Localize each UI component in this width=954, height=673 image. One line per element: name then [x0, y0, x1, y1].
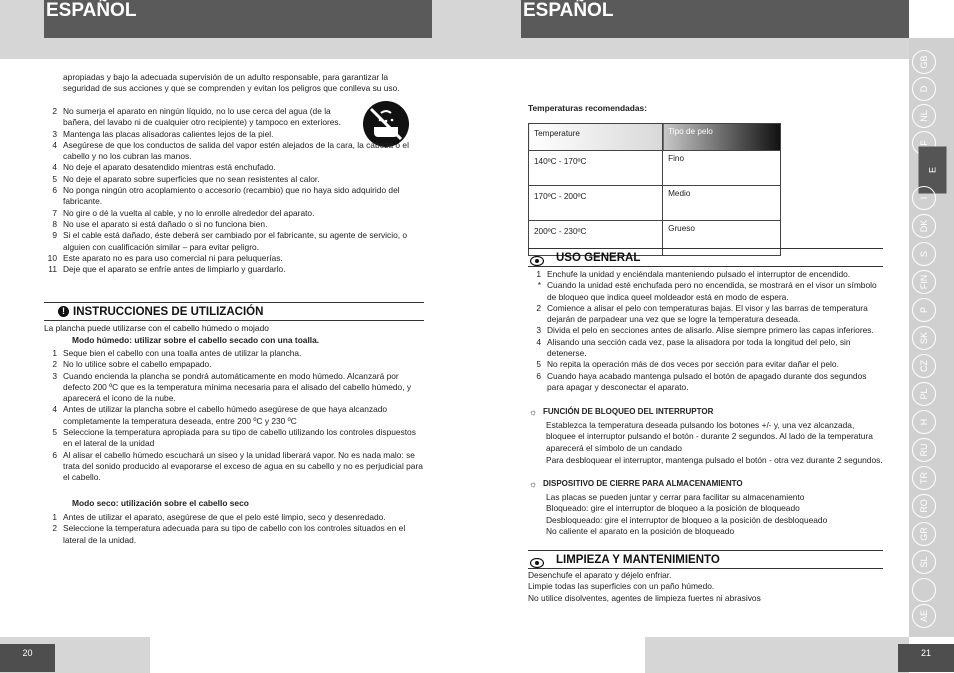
list-item — [528, 371, 883, 394]
list-item-number: 9 — [52, 230, 57, 241]
language-tab-gb[interactable]: GB — [912, 50, 936, 74]
list-item-text: Si el cable está dañado, éste deberá ser cambiado por el fabricante, su agente de servicio, o alguien con cualificación similar – para evitar peligro. — [63, 230, 408, 252]
list-item-text: No lo utilice sobre el cabello empapado. — [63, 359, 212, 370]
table-row — [529, 186, 781, 221]
list-item-number: 3 — [536, 325, 541, 336]
list-item — [44, 512, 424, 523]
list-item-text: Divida el pelo en secciones antes de alisarlo. Alise siempre primero las capas inferiores. — [547, 325, 874, 336]
list-item-number: 6 — [536, 370, 541, 381]
language-tab-gr[interactable]: GR — [912, 522, 936, 546]
list-item-number: 2 — [52, 106, 57, 116]
list-item-number: 4 — [52, 404, 57, 415]
table-header-temperature: Temperature — [529, 124, 663, 151]
list-item-text: No deje el aparato sobre superficies que no sean resistentes al calor. — [63, 173, 320, 184]
right-header: ESPAÑOL — [521, 0, 909, 38]
temperature-table — [528, 123, 781, 256]
dry-list — [44, 512, 424, 546]
list-item — [44, 348, 424, 359]
language-tab-ae[interactable]: AE — [912, 604, 936, 628]
list-item — [528, 269, 883, 280]
list-item-number: 2 — [52, 359, 57, 370]
language-tab-d[interactable]: D — [912, 77, 936, 101]
general-list — [528, 269, 883, 393]
list-item — [44, 129, 434, 140]
language-tab-sl[interactable]: SL — [912, 550, 936, 574]
table-cell: Grueso — [663, 221, 781, 256]
language-tab-p[interactable]: P — [912, 298, 936, 322]
language-tab-f[interactable]: F — [912, 131, 936, 155]
wet-list — [44, 348, 424, 484]
language-tab-s[interactable]: S — [912, 242, 936, 266]
list-item-text: Al alisar el cabello húmedo escuchará un siseo y la unidad liberará vapor. No es nada malo: se trata del sonido producido al evaporarse el exceso de agua en su cabello y no es perjudicial para el cabello. — [63, 449, 423, 483]
cleaning-rule — [528, 550, 883, 551]
list-item-text: Seleccione la temperatura apropiada para su tipo de cabello utilizando los controles dispuestos en el lateral de la unidad — [63, 427, 416, 449]
general-rule — [528, 248, 883, 249]
list-item-number: * — [537, 280, 541, 291]
list-item-number: 6 — [52, 185, 57, 196]
list-item — [44, 523, 424, 546]
list-item-text: Antes de utilizar la plancha sobre el cabello húmedo asegúrese de que haya alcanzado completamente la temperatura deseada, entre 200 ºC y 230 ºC — [63, 404, 388, 426]
list-item — [44, 219, 434, 230]
language-tab-ru[interactable]: RU — [912, 438, 936, 462]
cleaning-underline — [528, 568, 883, 569]
table-cell: 140ºC - 170ºC — [529, 151, 663, 186]
list-item-text: Asegúrese de que los conductos de salida del vapor estén alejados de la cara, la cabeza o el cabello y no los cubran las manos. — [63, 139, 409, 162]
list-item — [44, 371, 424, 405]
cleaning-title: LIMPIEZA Y MANTENIMIENTO — [556, 554, 720, 566]
list-item-text: No deje el aparato desatendido mientras está enchufado. — [63, 162, 276, 173]
list-item-text: No gire o dé la vuelta al cable, y no lo enrolle alrededor del aparato. — [63, 207, 315, 218]
list-item-number: 3 — [52, 128, 57, 139]
list-item-text: Alisando una sección cada vez, pase la alisadora por toda la longitud del pelo, sin detenerse. — [547, 336, 851, 359]
list-item — [44, 208, 434, 219]
table-row — [529, 221, 781, 256]
list-item-text: Cuando la unidad esté enchufada pero no encendida, se mostrará en el visor un símbolo de bloqueo que indica queel moldeador está en modo de espera. — [547, 280, 877, 302]
list-item-text: Seleccione la temperatura adecuada para su tipo de cabello con los controles situados en el lateral de la unidad. — [63, 523, 406, 545]
temps-title: Temperaturas recomendadas: — [528, 103, 647, 113]
list-item-number: 4 — [536, 336, 541, 347]
language-tab-tr[interactable]: TR — [912, 466, 936, 490]
list-item — [44, 404, 424, 427]
language-tab-dk[interactable]: DK — [912, 214, 936, 238]
list-item — [44, 253, 434, 264]
table-header-hair-type: Tipo de pelo — [663, 124, 781, 151]
table-cell: 200ºC - 230ºC — [529, 221, 663, 256]
list-item — [44, 427, 424, 450]
list-item — [528, 337, 883, 360]
general-underline — [528, 266, 883, 267]
list-item-number: 5 — [52, 427, 57, 438]
right-footer-band — [645, 637, 909, 673]
list-item-text: Seque bien el cabello con una toalla antes de utilizar la plancha. — [63, 348, 302, 358]
list-item-number: 2 — [536, 302, 541, 313]
table-header-row — [529, 124, 781, 151]
left-page-number: 20 — [0, 644, 55, 672]
language-tab-sk[interactable]: SK — [912, 326, 936, 350]
lock-title: FUNCIÓN DE BLOQUEO DEL INTERRUPTOR — [543, 407, 714, 416]
list-item — [528, 303, 883, 326]
list-item-number: 11 — [48, 264, 57, 275]
list-item-text: Este aparato no es para uso comercial ni para peluquerías. — [63, 252, 283, 263]
safety-list — [44, 106, 434, 275]
list-item-text: Deje que el aparato se enfríe antes de limpiarlo y guardarlo. — [63, 264, 286, 275]
text-line: Desenchufe el aparato y déjelo enfriar. — [528, 570, 672, 580]
table-cell: Fino — [663, 151, 781, 186]
wet-mode-title: Modo húmedo: utilizar sobre el cabello secado con una toalla. — [72, 335, 320, 345]
list-item-text: No use el aparato si está dañado o si no funciona bien. — [63, 218, 268, 229]
warning-icon: ! — [58, 306, 69, 317]
list-item-number: 4 — [52, 139, 57, 150]
text-line: No utilice disolventes, agentes de limpieza fuertes ni abrasivos — [528, 592, 761, 603]
list-item — [44, 230, 434, 253]
eye-icon — [530, 555, 544, 565]
gear-icon: ☼ — [529, 407, 538, 417]
language-tab-nl[interactable]: NL — [912, 104, 936, 128]
list-item-text: No sumerja el aparato en ningún líquido, no lo use cerca del agua (de la bañera, del lavabo ni de cualquier otro recipiente) y tampoco en exteriores. — [63, 106, 341, 128]
list-item-number: 2 — [52, 523, 57, 534]
list-item-text: Comience a alisar el pelo con temperaturas bajas. El visor y las barras de temperatura dejarán de parpadear una vez que se logre la temperatura deseada. — [547, 302, 868, 325]
list-item-text: Cuando encienda la plancha se pondrá automáticamente en modo húmedo. Alcanzará por defecto 200 ºC que es la temperatura mínima necesaria para el alisado del cabello húmedo, y aparecerá el icono de la nube. — [63, 370, 412, 404]
list-item — [44, 162, 434, 173]
table-cell: 170ºC - 200ºC — [529, 186, 663, 221]
table-row — [529, 151, 781, 186]
text-line: Desbloqueado: gire el interruptor de bloqueo a la posición de desbloqueado — [546, 514, 828, 525]
instructions-underline — [44, 320, 424, 321]
list-item — [528, 359, 883, 370]
text-line: No caliente el aparato en la posición de bloqueado — [546, 525, 735, 536]
list-item-number: 7 — [52, 207, 57, 218]
list-item — [44, 140, 434, 163]
dry-mode-title: Modo seco: utilización sobre el cabello seco — [72, 498, 249, 508]
list-item-number: 1 — [52, 348, 57, 358]
list-item-text: Mantenga las placas alisadoras calientes lejos de la piel. — [63, 128, 274, 139]
language-tab-cz[interactable]: CZ — [912, 354, 936, 378]
list-item-number: 8 — [52, 218, 57, 229]
list-item — [44, 106, 353, 129]
safety-continued-text: apropiadas y bajo la adecuada supervisión de un adulto responsable, para garantizar la seguridad de sus acciones y que se comprenden y evitan los peligros que conlleva su uso. — [63, 72, 400, 94]
unlock-text: Para desbloquear el interruptor, mantenga pulsado el botón - otra vez durante 2 segundos. — [546, 455, 883, 465]
list-item-text: Cuando haya acabado mantenga pulsado el botón de apagado durante dos segundos para apagar y desconectar el aparato. — [547, 370, 867, 392]
gear-icon: ☼ — [529, 479, 538, 489]
language-tab-arabic-script[interactable] — [912, 578, 936, 602]
list-item — [44, 185, 434, 208]
list-item-text: No repita la operación más de dos veces por sección para evitar dañar el pelo. — [547, 359, 839, 370]
storage-title: DISPOSITIVO DE CIERRE PARA ALMACENAMIENTO — [543, 479, 743, 488]
list-item — [44, 450, 424, 484]
language-tab-fin[interactable]: FIN — [912, 270, 936, 294]
instructions-intro: La plancha puede utilizarse con el cabello húmedo o mojado — [44, 323, 269, 333]
language-tab-pl[interactable]: PL — [912, 382, 936, 406]
list-item — [44, 264, 434, 275]
left-header: ESPAÑOL — [44, 0, 432, 38]
list-item — [44, 174, 434, 185]
list-item — [44, 359, 424, 370]
instructions-rule — [44, 302, 424, 303]
table-cell: Medio — [663, 186, 781, 221]
list-item — [528, 325, 883, 336]
list-item-number: 10 — [47, 252, 57, 263]
text-line: Limpie todas las superficies con un paño húmedo. — [528, 581, 715, 592]
general-title: USO GENERAL — [556, 252, 641, 264]
list-item-number: 1 — [536, 269, 541, 279]
list-item-number: 5 — [536, 359, 541, 370]
language-tab-i[interactable]: I — [912, 186, 936, 210]
language-tab-h[interactable]: H — [912, 410, 936, 434]
text-line: Bloqueado: gire el interruptor de bloqueo a la posición de bloqueado — [546, 503, 800, 514]
list-item-number: 5 — [52, 173, 57, 184]
list-item-number: 4 — [52, 162, 57, 173]
text-line: Las placas se pueden juntar y cerrar para facilitar su almacenamiento — [546, 492, 805, 502]
right-page-number: 21 — [898, 644, 954, 672]
list-item-number: 3 — [52, 370, 57, 381]
list-item-number: 6 — [52, 449, 57, 460]
storage-list — [546, 492, 886, 537]
eye-icon — [530, 253, 544, 263]
list-item-text: Enchufe la unidad y enciéndala manteniendo pulsado el interruptor de encendido. — [547, 269, 851, 279]
list-item-text: No ponga ningún otro acoplamiento o accesorio (recambio) que no haya sido adquirido del fabricante. — [63, 185, 400, 207]
language-tab-ro[interactable]: RO — [912, 494, 936, 518]
instructions-title: INSTRUCCIONES DE UTILIZACIÓN — [73, 306, 264, 318]
list-item-number: 1 — [52, 512, 57, 522]
list-item — [528, 280, 883, 303]
list-item-text: Antes de utilizar el aparato, asegúrese de que el pelo esté limpio, seco y desenredado. — [63, 512, 386, 522]
lock-text: Establezca la temperatura deseada pulsando los botones +/- y, una vez alcanzada, bloquee el interruptor pulsando el botón - durante 2 segundos. Al lado de la temperatura aparecerá el símbolo de un candado — [546, 420, 873, 453]
cleaning-list — [528, 570, 883, 604]
language-tab-e[interactable]: E — [919, 147, 947, 194]
